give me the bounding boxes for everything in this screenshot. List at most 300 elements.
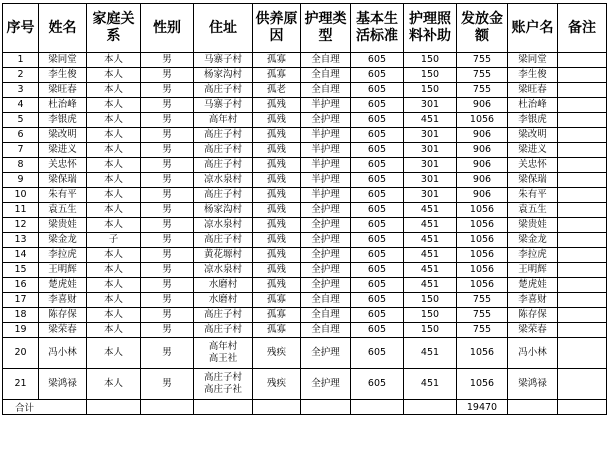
header-remark: 备注 bbox=[558, 4, 607, 53]
cell-name: 李拉虎 bbox=[39, 248, 87, 263]
cell-care: 全自理 bbox=[301, 83, 351, 98]
table-row bbox=[3, 338, 607, 369]
cell-support: 孤残 bbox=[253, 173, 301, 188]
total-cell-empty bbox=[404, 400, 457, 415]
cell-account: 关忠怀 bbox=[508, 158, 558, 173]
cell-care: 半护理 bbox=[301, 143, 351, 158]
cell-no: 16 bbox=[3, 278, 39, 293]
cell-name: 梁保瑞 bbox=[39, 173, 87, 188]
cell-name: 梁鸿禄 bbox=[39, 369, 87, 400]
cell-remark bbox=[558, 188, 607, 203]
cell-subsidy: 451 bbox=[404, 278, 457, 293]
cell-care: 半护理 bbox=[301, 188, 351, 203]
cell-name: 关忠怀 bbox=[39, 158, 87, 173]
cell-basic: 605 bbox=[351, 188, 404, 203]
cell-address bbox=[194, 369, 253, 400]
cell-account: 梁贵娃 bbox=[508, 218, 558, 233]
cell-name: 梁贵娃 bbox=[39, 218, 87, 233]
cell-relation: 本人 bbox=[87, 83, 141, 98]
cell-address: 黄花塬村 bbox=[194, 248, 253, 263]
cell-amount: 1056 bbox=[457, 218, 508, 233]
cell-name: 梁改明 bbox=[39, 128, 87, 143]
cell-subsidy: 451 bbox=[404, 248, 457, 263]
cell-amount: 755 bbox=[457, 293, 508, 308]
cell-remark bbox=[558, 338, 607, 369]
cell-care: 全护理 bbox=[301, 369, 351, 400]
cell-care: 全护理 bbox=[301, 113, 351, 128]
cell-care: 半护理 bbox=[301, 128, 351, 143]
cell-name: 李喜财 bbox=[39, 293, 87, 308]
cell-subsidy: 150 bbox=[404, 68, 457, 83]
cell-remark bbox=[558, 233, 607, 248]
cell-remark bbox=[558, 173, 607, 188]
cell-gender: 男 bbox=[141, 323, 194, 338]
cell-no: 9 bbox=[3, 173, 39, 188]
cell-care: 全自理 bbox=[301, 323, 351, 338]
cell-account: 冯小林 bbox=[508, 338, 558, 369]
cell-relation: 本人 bbox=[87, 248, 141, 263]
cell-subsidy: 150 bbox=[404, 308, 457, 323]
cell-subsidy: 301 bbox=[404, 173, 457, 188]
cell-amount: 1056 bbox=[457, 113, 508, 128]
cell-remark bbox=[558, 68, 607, 83]
cell-care: 全护理 bbox=[301, 263, 351, 278]
cell-remark bbox=[558, 323, 607, 338]
cell-care: 全护理 bbox=[301, 338, 351, 369]
cell-no: 2 bbox=[3, 68, 39, 83]
cell-address: 高庄子村 bbox=[194, 128, 253, 143]
cell-no: 1 bbox=[3, 53, 39, 68]
cell-basic: 605 bbox=[351, 203, 404, 218]
table-row bbox=[3, 203, 607, 218]
cell-amount: 906 bbox=[457, 188, 508, 203]
cell-amount: 755 bbox=[457, 83, 508, 98]
cell-amount: 906 bbox=[457, 128, 508, 143]
cell-amount: 755 bbox=[457, 308, 508, 323]
cell-relation: 本人 bbox=[87, 203, 141, 218]
table-row bbox=[3, 293, 607, 308]
cell-remark bbox=[558, 83, 607, 98]
cell-gender: 男 bbox=[141, 233, 194, 248]
cell-gender: 男 bbox=[141, 83, 194, 98]
cell-amount: 1056 bbox=[457, 369, 508, 400]
cell-address bbox=[194, 338, 253, 369]
cell-basic: 605 bbox=[351, 98, 404, 113]
cell-address: 高庄子村 bbox=[194, 323, 253, 338]
cell-name: 梁进义 bbox=[39, 143, 87, 158]
cell-gender: 男 bbox=[141, 248, 194, 263]
cell-account: 梁同堂 bbox=[508, 53, 558, 68]
cell-amount: 1056 bbox=[457, 278, 508, 293]
cell-name: 李银虎 bbox=[39, 113, 87, 128]
cell-address-line2: 高庄子社 bbox=[203, 384, 242, 395]
cell-gender: 男 bbox=[141, 293, 194, 308]
cell-basic: 605 bbox=[351, 369, 404, 400]
cell-basic: 605 bbox=[351, 128, 404, 143]
cell-no: 14 bbox=[3, 248, 39, 263]
cell-support: 孤残 bbox=[253, 113, 301, 128]
cell-gender: 男 bbox=[141, 98, 194, 113]
cell-basic: 605 bbox=[351, 233, 404, 248]
cell-account: 陈存保 bbox=[508, 308, 558, 323]
cell-name: 梁同堂 bbox=[39, 53, 87, 68]
cell-care: 全自理 bbox=[301, 293, 351, 308]
cell-basic: 605 bbox=[351, 278, 404, 293]
cell-address: 高年村 bbox=[194, 113, 253, 128]
cell-basic: 605 bbox=[351, 158, 404, 173]
cell-address: 凉水泉村 bbox=[194, 218, 253, 233]
cell-no: 20 bbox=[3, 338, 39, 369]
cell-support: 孤残 bbox=[253, 128, 301, 143]
cell-account: 李生俊 bbox=[508, 68, 558, 83]
cell-no: 15 bbox=[3, 263, 39, 278]
cell-remark bbox=[558, 53, 607, 68]
cell-relation: 本人 bbox=[87, 338, 141, 369]
cell-support: 孤残 bbox=[253, 263, 301, 278]
cell-subsidy: 301 bbox=[404, 158, 457, 173]
cell-support: 孤残 bbox=[253, 188, 301, 203]
cell-address: 凉水泉村 bbox=[194, 173, 253, 188]
cell-amount: 906 bbox=[457, 98, 508, 113]
cell-amount: 1056 bbox=[457, 263, 508, 278]
cell-address: 凉水泉村 bbox=[194, 263, 253, 278]
cell-support: 残疾 bbox=[253, 338, 301, 369]
cell-gender: 男 bbox=[141, 158, 194, 173]
cell-account: 王明辉 bbox=[508, 263, 558, 278]
total-label: 合计 bbox=[3, 400, 87, 415]
cell-support: 孤残 bbox=[253, 233, 301, 248]
cell-gender: 男 bbox=[141, 338, 194, 369]
cell-support: 孤残 bbox=[253, 143, 301, 158]
cell-account: 楚虎娃 bbox=[508, 278, 558, 293]
cell-relation: 本人 bbox=[87, 293, 141, 308]
header-subsidy: 护理照料补助 bbox=[404, 4, 457, 53]
cell-name: 朱有平 bbox=[39, 188, 87, 203]
total-cell-empty bbox=[253, 400, 301, 415]
cell-address-line1: 高年村 bbox=[208, 341, 238, 352]
table-row bbox=[3, 128, 607, 143]
cell-name: 楚虎娃 bbox=[39, 278, 87, 293]
cell-subsidy: 451 bbox=[404, 233, 457, 248]
cell-support: 孤寡 bbox=[253, 323, 301, 338]
cell-support: 孤寡 bbox=[253, 68, 301, 83]
table-row bbox=[3, 68, 607, 83]
cell-remark bbox=[558, 143, 607, 158]
cell-subsidy: 150 bbox=[404, 53, 457, 68]
cell-gender: 男 bbox=[141, 369, 194, 400]
table-row bbox=[3, 113, 607, 128]
cell-no: 7 bbox=[3, 143, 39, 158]
table-row bbox=[3, 308, 607, 323]
cell-gender: 男 bbox=[141, 173, 194, 188]
cell-address: 水磨村 bbox=[194, 278, 253, 293]
cell-basic: 605 bbox=[351, 263, 404, 278]
header-no: 序号 bbox=[3, 4, 39, 53]
cell-relation: 本人 bbox=[87, 53, 141, 68]
cell-name: 杜治峰 bbox=[39, 98, 87, 113]
cell-gender: 男 bbox=[141, 113, 194, 128]
cell-gender: 男 bbox=[141, 218, 194, 233]
cell-address: 杨家沟村 bbox=[194, 68, 253, 83]
total-cell-empty bbox=[351, 400, 404, 415]
table-row bbox=[3, 323, 607, 338]
cell-support: 孤残 bbox=[253, 158, 301, 173]
cell-relation: 本人 bbox=[87, 308, 141, 323]
table-row bbox=[3, 53, 607, 68]
cell-care: 全护理 bbox=[301, 218, 351, 233]
cell-amount: 755 bbox=[457, 53, 508, 68]
cell-no: 17 bbox=[3, 293, 39, 308]
cell-care: 全自理 bbox=[301, 53, 351, 68]
cell-remark bbox=[558, 218, 607, 233]
cell-support: 孤残 bbox=[253, 98, 301, 113]
cell-name: 袁五生 bbox=[39, 203, 87, 218]
cell-account: 梁改明 bbox=[508, 128, 558, 143]
cell-remark bbox=[558, 98, 607, 113]
cell-no: 5 bbox=[3, 113, 39, 128]
total-cell-empty bbox=[141, 400, 194, 415]
total-amount: 19470 bbox=[457, 400, 508, 415]
cell-address-line2: 高王社 bbox=[208, 353, 238, 364]
cell-basic: 605 bbox=[351, 53, 404, 68]
cell-basic: 605 bbox=[351, 308, 404, 323]
cell-remark bbox=[558, 308, 607, 323]
header-relation: 家庭关系 bbox=[87, 4, 141, 53]
cell-support: 孤残 bbox=[253, 278, 301, 293]
cell-account: 梁荣春 bbox=[508, 323, 558, 338]
cell-name: 王明辉 bbox=[39, 263, 87, 278]
cell-care: 全自理 bbox=[301, 308, 351, 323]
cell-amount: 755 bbox=[457, 68, 508, 83]
cell-amount: 906 bbox=[457, 158, 508, 173]
cell-account: 梁进义 bbox=[508, 143, 558, 158]
cell-amount: 1056 bbox=[457, 203, 508, 218]
cell-account: 袁五生 bbox=[508, 203, 558, 218]
cell-support: 孤寡 bbox=[253, 53, 301, 68]
cell-support: 孤寡 bbox=[253, 293, 301, 308]
cell-amount: 1056 bbox=[457, 248, 508, 263]
table-row bbox=[3, 369, 607, 400]
cell-account: 杜治峰 bbox=[508, 98, 558, 113]
header-address: 住址 bbox=[194, 4, 253, 53]
table-row bbox=[3, 248, 607, 263]
header-care: 护理类型 bbox=[301, 4, 351, 53]
cell-basic: 605 bbox=[351, 293, 404, 308]
cell-name: 李生俊 bbox=[39, 68, 87, 83]
table-row bbox=[3, 158, 607, 173]
cell-address: 高庄子村 bbox=[194, 143, 253, 158]
cell-subsidy: 150 bbox=[404, 293, 457, 308]
cell-name: 梁旺春 bbox=[39, 83, 87, 98]
total-cell-empty bbox=[558, 400, 607, 415]
cell-subsidy: 451 bbox=[404, 338, 457, 369]
cell-amount: 1056 bbox=[457, 233, 508, 248]
cell-basic: 605 bbox=[351, 143, 404, 158]
cell-relation: 本人 bbox=[87, 143, 141, 158]
total-cell-empty bbox=[301, 400, 351, 415]
cell-remark bbox=[558, 128, 607, 143]
table-row bbox=[3, 83, 607, 98]
cell-basic: 605 bbox=[351, 338, 404, 369]
cell-gender: 男 bbox=[141, 68, 194, 83]
table-row bbox=[3, 173, 607, 188]
table-row bbox=[3, 263, 607, 278]
cell-address: 水磨村 bbox=[194, 293, 253, 308]
header-name: 姓名 bbox=[39, 4, 87, 53]
cell-relation: 本人 bbox=[87, 218, 141, 233]
cell-support: 孤残 bbox=[253, 203, 301, 218]
cell-remark bbox=[558, 278, 607, 293]
header-row bbox=[3, 4, 607, 53]
cell-care: 全护理 bbox=[301, 233, 351, 248]
cell-no: 12 bbox=[3, 218, 39, 233]
cell-remark bbox=[558, 248, 607, 263]
cell-no: 21 bbox=[3, 369, 39, 400]
header-account: 账户名 bbox=[508, 4, 558, 53]
cell-name: 梁荣春 bbox=[39, 323, 87, 338]
cell-relation: 本人 bbox=[87, 113, 141, 128]
cell-gender: 男 bbox=[141, 188, 194, 203]
cell-subsidy: 451 bbox=[404, 263, 457, 278]
cell-gender: 男 bbox=[141, 143, 194, 158]
cell-subsidy: 301 bbox=[404, 188, 457, 203]
cell-relation: 本人 bbox=[87, 98, 141, 113]
cell-name: 梁金龙 bbox=[39, 233, 87, 248]
cell-remark bbox=[558, 203, 607, 218]
cell-address: 高庄子村 bbox=[194, 308, 253, 323]
cell-remark bbox=[558, 263, 607, 278]
cell-basic: 605 bbox=[351, 248, 404, 263]
cell-no: 18 bbox=[3, 308, 39, 323]
cell-amount: 906 bbox=[457, 173, 508, 188]
cell-support: 残疾 bbox=[253, 369, 301, 400]
cell-amount: 755 bbox=[457, 323, 508, 338]
cell-basic: 605 bbox=[351, 68, 404, 83]
cell-support: 孤残 bbox=[253, 248, 301, 263]
cell-basic: 605 bbox=[351, 83, 404, 98]
cell-account: 李银虎 bbox=[508, 113, 558, 128]
cell-account: 李拉虎 bbox=[508, 248, 558, 263]
cell-no: 19 bbox=[3, 323, 39, 338]
cell-address: 杨家沟村 bbox=[194, 203, 253, 218]
header-gender: 性别 bbox=[141, 4, 194, 53]
cell-care: 全护理 bbox=[301, 278, 351, 293]
cell-support: 孤寡 bbox=[253, 308, 301, 323]
table-row bbox=[3, 218, 607, 233]
cell-gender: 男 bbox=[141, 278, 194, 293]
cell-remark bbox=[558, 113, 607, 128]
cell-relation: 本人 bbox=[87, 263, 141, 278]
cell-gender: 男 bbox=[141, 53, 194, 68]
cell-subsidy: 451 bbox=[404, 369, 457, 400]
cell-subsidy: 150 bbox=[404, 323, 457, 338]
cell-care: 半护理 bbox=[301, 158, 351, 173]
cell-gender: 男 bbox=[141, 203, 194, 218]
cell-name: 陈存保 bbox=[39, 308, 87, 323]
cell-account: 梁金龙 bbox=[508, 233, 558, 248]
cell-basic: 605 bbox=[351, 218, 404, 233]
cell-address: 马寨子村 bbox=[194, 98, 253, 113]
cell-subsidy: 451 bbox=[404, 203, 457, 218]
cell-basic: 605 bbox=[351, 323, 404, 338]
cell-amount: 1056 bbox=[457, 338, 508, 369]
cell-account: 梁鸿禄 bbox=[508, 369, 558, 400]
allowance-table bbox=[2, 3, 607, 415]
header-amount: 发放金额 bbox=[457, 4, 508, 53]
cell-basic: 605 bbox=[351, 173, 404, 188]
cell-no: 6 bbox=[3, 128, 39, 143]
total-cell-empty bbox=[508, 400, 558, 415]
cell-subsidy: 301 bbox=[404, 143, 457, 158]
header-support: 供养原因 bbox=[253, 4, 301, 53]
cell-no: 10 bbox=[3, 188, 39, 203]
cell-remark bbox=[558, 158, 607, 173]
cell-address-line1: 高庄子村 bbox=[203, 372, 242, 383]
cell-address: 马寨子村 bbox=[194, 53, 253, 68]
total-row bbox=[3, 400, 607, 415]
cell-subsidy: 301 bbox=[404, 98, 457, 113]
cell-care: 全护理 bbox=[301, 248, 351, 263]
cell-account: 梁保瑞 bbox=[508, 173, 558, 188]
cell-relation: 本人 bbox=[87, 173, 141, 188]
cell-address: 高庄子村 bbox=[194, 233, 253, 248]
cell-gender: 男 bbox=[141, 263, 194, 278]
cell-address: 高庄子村 bbox=[194, 83, 253, 98]
header-basic: 基本生活标准 bbox=[351, 4, 404, 53]
cell-name: 冯小林 bbox=[39, 338, 87, 369]
cell-remark bbox=[558, 369, 607, 400]
total-cell-empty bbox=[87, 400, 141, 415]
cell-no: 3 bbox=[3, 83, 39, 98]
cell-no: 13 bbox=[3, 233, 39, 248]
cell-subsidy: 451 bbox=[404, 113, 457, 128]
cell-address: 高庄子村 bbox=[194, 188, 253, 203]
cell-relation: 本人 bbox=[87, 369, 141, 400]
table-row bbox=[3, 98, 607, 113]
cell-subsidy: 451 bbox=[404, 218, 457, 233]
cell-amount: 906 bbox=[457, 143, 508, 158]
table-row bbox=[3, 278, 607, 293]
cell-relation: 本人 bbox=[87, 158, 141, 173]
cell-care: 半护理 bbox=[301, 98, 351, 113]
cell-relation: 本人 bbox=[87, 278, 141, 293]
table-row bbox=[3, 233, 607, 248]
cell-relation: 本人 bbox=[87, 323, 141, 338]
table-row bbox=[3, 143, 607, 158]
cell-support: 孤残 bbox=[253, 218, 301, 233]
cell-support: 孤老 bbox=[253, 83, 301, 98]
cell-basic: 605 bbox=[351, 113, 404, 128]
cell-care: 半护理 bbox=[301, 173, 351, 188]
cell-account: 李喜财 bbox=[508, 293, 558, 308]
total-cell-empty bbox=[194, 400, 253, 415]
cell-no: 11 bbox=[3, 203, 39, 218]
cell-gender: 男 bbox=[141, 128, 194, 143]
cell-account: 朱有平 bbox=[508, 188, 558, 203]
cell-address: 高庄子村 bbox=[194, 158, 253, 173]
cell-gender: 男 bbox=[141, 308, 194, 323]
cell-subsidy: 301 bbox=[404, 128, 457, 143]
cell-account: 梁旺春 bbox=[508, 83, 558, 98]
cell-care: 全自理 bbox=[301, 68, 351, 83]
cell-relation: 本人 bbox=[87, 188, 141, 203]
cell-relation: 子 bbox=[87, 233, 141, 248]
cell-no: 4 bbox=[3, 98, 39, 113]
cell-no: 8 bbox=[3, 158, 39, 173]
cell-relation: 本人 bbox=[87, 128, 141, 143]
cell-subsidy: 150 bbox=[404, 83, 457, 98]
cell-remark bbox=[558, 293, 607, 308]
